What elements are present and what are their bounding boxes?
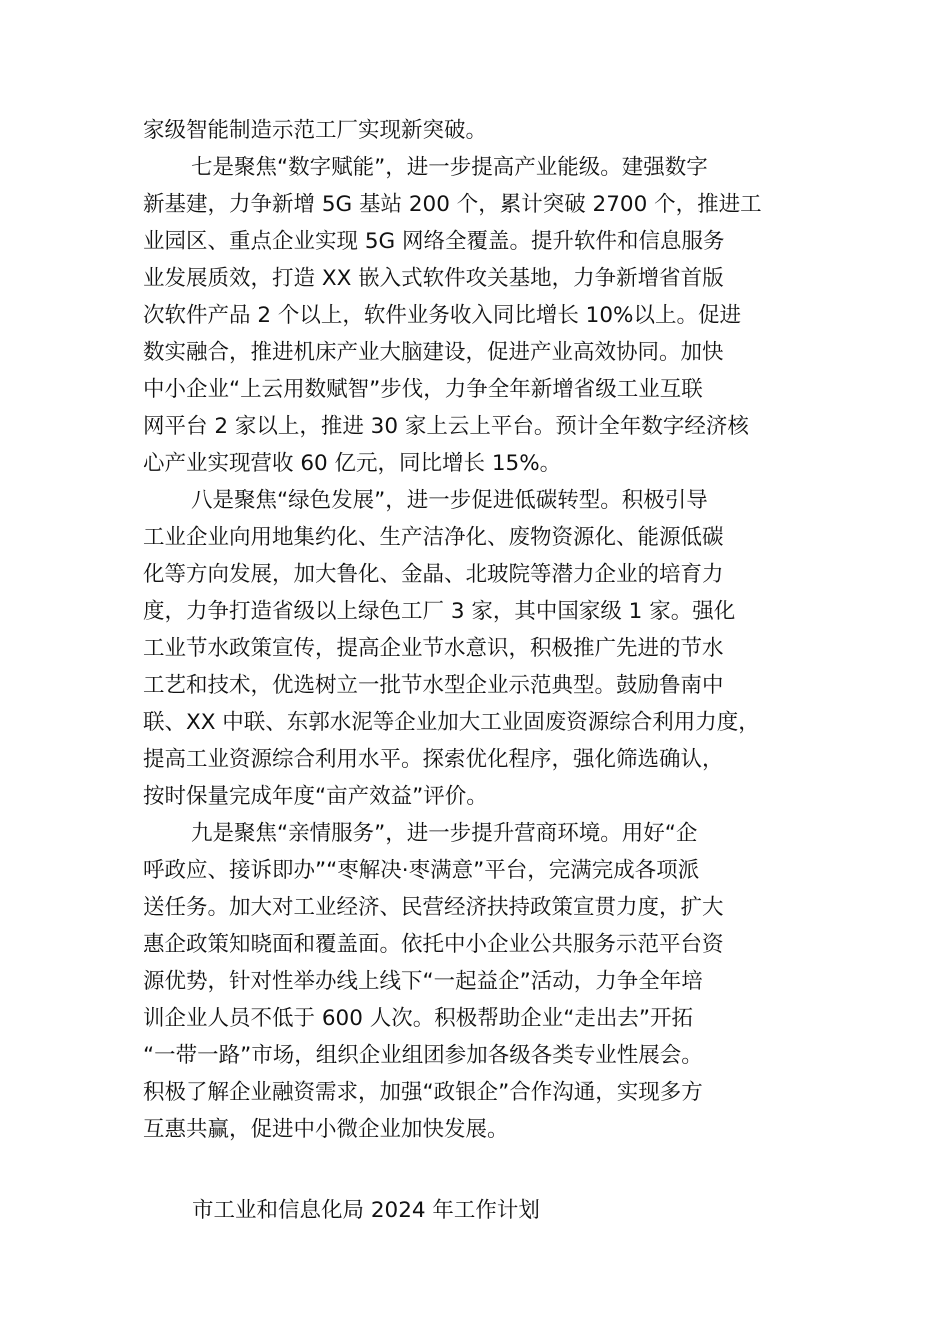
text-line: 按时保量完成年度“亩产效益”评价。 <box>143 784 488 809</box>
text-line: 积极了解企业融资需求，加强“政银企”合作沟通，实现多方 <box>143 1080 703 1105</box>
text-line: 八是聚焦“绿色发展”，进一步促进低碳转型。积极引导 <box>191 488 708 513</box>
paragraph-nine-affectionate-service <box>143 815 810 1148</box>
text-line: 度，力争打造省级以上绿色工厂 3 家，其中国家级 1 家。强化 <box>143 599 736 624</box>
text-line: 源优势，针对性举办线上线下“一起益企”活动，力争全年培 <box>143 969 703 994</box>
paragraph-eight-green-development <box>143 482 810 815</box>
text-line: 呼政应、接诉即办”“枣解决·枣满意”平台，完满完成各项派 <box>143 858 700 883</box>
document-body <box>143 112 810 1148</box>
text-line: “一带一路”市场，组织企业组团参加各级各类专业性展会。 <box>143 1043 703 1068</box>
text-line: 工业企业向用地集约化、生产洁净化、废物资源化、能源低碳 <box>143 525 724 550</box>
text-line: 互惠共赢，促进中小微企业加快发展。 <box>143 1117 509 1142</box>
text-line: 提高工业资源综合利用水平。探索优化程序，强化筛选确认， <box>143 747 724 772</box>
text-line: 新基建，力争新增 5G 基站 200 个，累计突破 2700 个，推进工 <box>143 192 762 217</box>
paragraph-seven-digital-empowerment <box>143 149 810 482</box>
text-line: 心产业实现营收 60 亿元，同比增长 15%。 <box>143 451 562 476</box>
text-line: 工艺和技术，优选树立一批节水型企业示范典型。鼓励鲁南中 <box>143 673 724 698</box>
text-line: 数实融合，推进机床产业大脑建设，促进产业高效协同。加快 <box>143 340 724 365</box>
text-line: 送任务。加大对工业经济、民营经济扶持政策宣贯力度，扩大 <box>143 895 724 920</box>
document-title-footer: 市工业和信息化局 2024 年工作计划 <box>192 1198 540 1223</box>
text-line: 训企业人员不低于 600 人次。积极帮助企业“走出去”开拓 <box>143 1006 693 1031</box>
text-line: 业园区、重点企业实现 5G 网络全覆盖。提升软件和信息服务 <box>143 229 725 254</box>
text-line: 中小企业“上云用数赋智”步伐，力争全年新增省级工业互联 <box>143 377 703 402</box>
text-line: 业发展质效，打造 XX 嵌入式软件攻关基地，力争新增省首版 <box>143 266 724 291</box>
text-line: 工业节水政策宣传，提高企业节水意识，积极推广先进的节水 <box>143 636 724 661</box>
text-line: 次软件产品 2 个以上，软件业务收入同比增长 10%以上。促进 <box>143 303 741 328</box>
text-line: 惠企政策知晓面和覆盖面。依托中小企业公共服务示范平台资 <box>143 932 724 957</box>
text-line: 网平台 2 家以上，推进 30 家上云上平台。预计全年数字经济核 <box>143 414 749 439</box>
text-line: 七是聚焦“数字赋能”，进一步提高产业能级。建强数字 <box>191 155 708 180</box>
paragraph-continuation <box>143 112 810 149</box>
text-line: 化等方向发展，加大鲁化、金晶、北玻院等潜力企业的培育力 <box>143 562 724 587</box>
text-line: 家级智能制造示范工厂实现新突破。 <box>143 118 488 143</box>
text-line: 九是聚焦“亲情服务”，进一步提升营商环境。用好“企 <box>191 821 698 846</box>
text-line: 联、XX 中联、东郭水泥等企业加大工业固废资源综合利用力度， <box>143 710 760 735</box>
